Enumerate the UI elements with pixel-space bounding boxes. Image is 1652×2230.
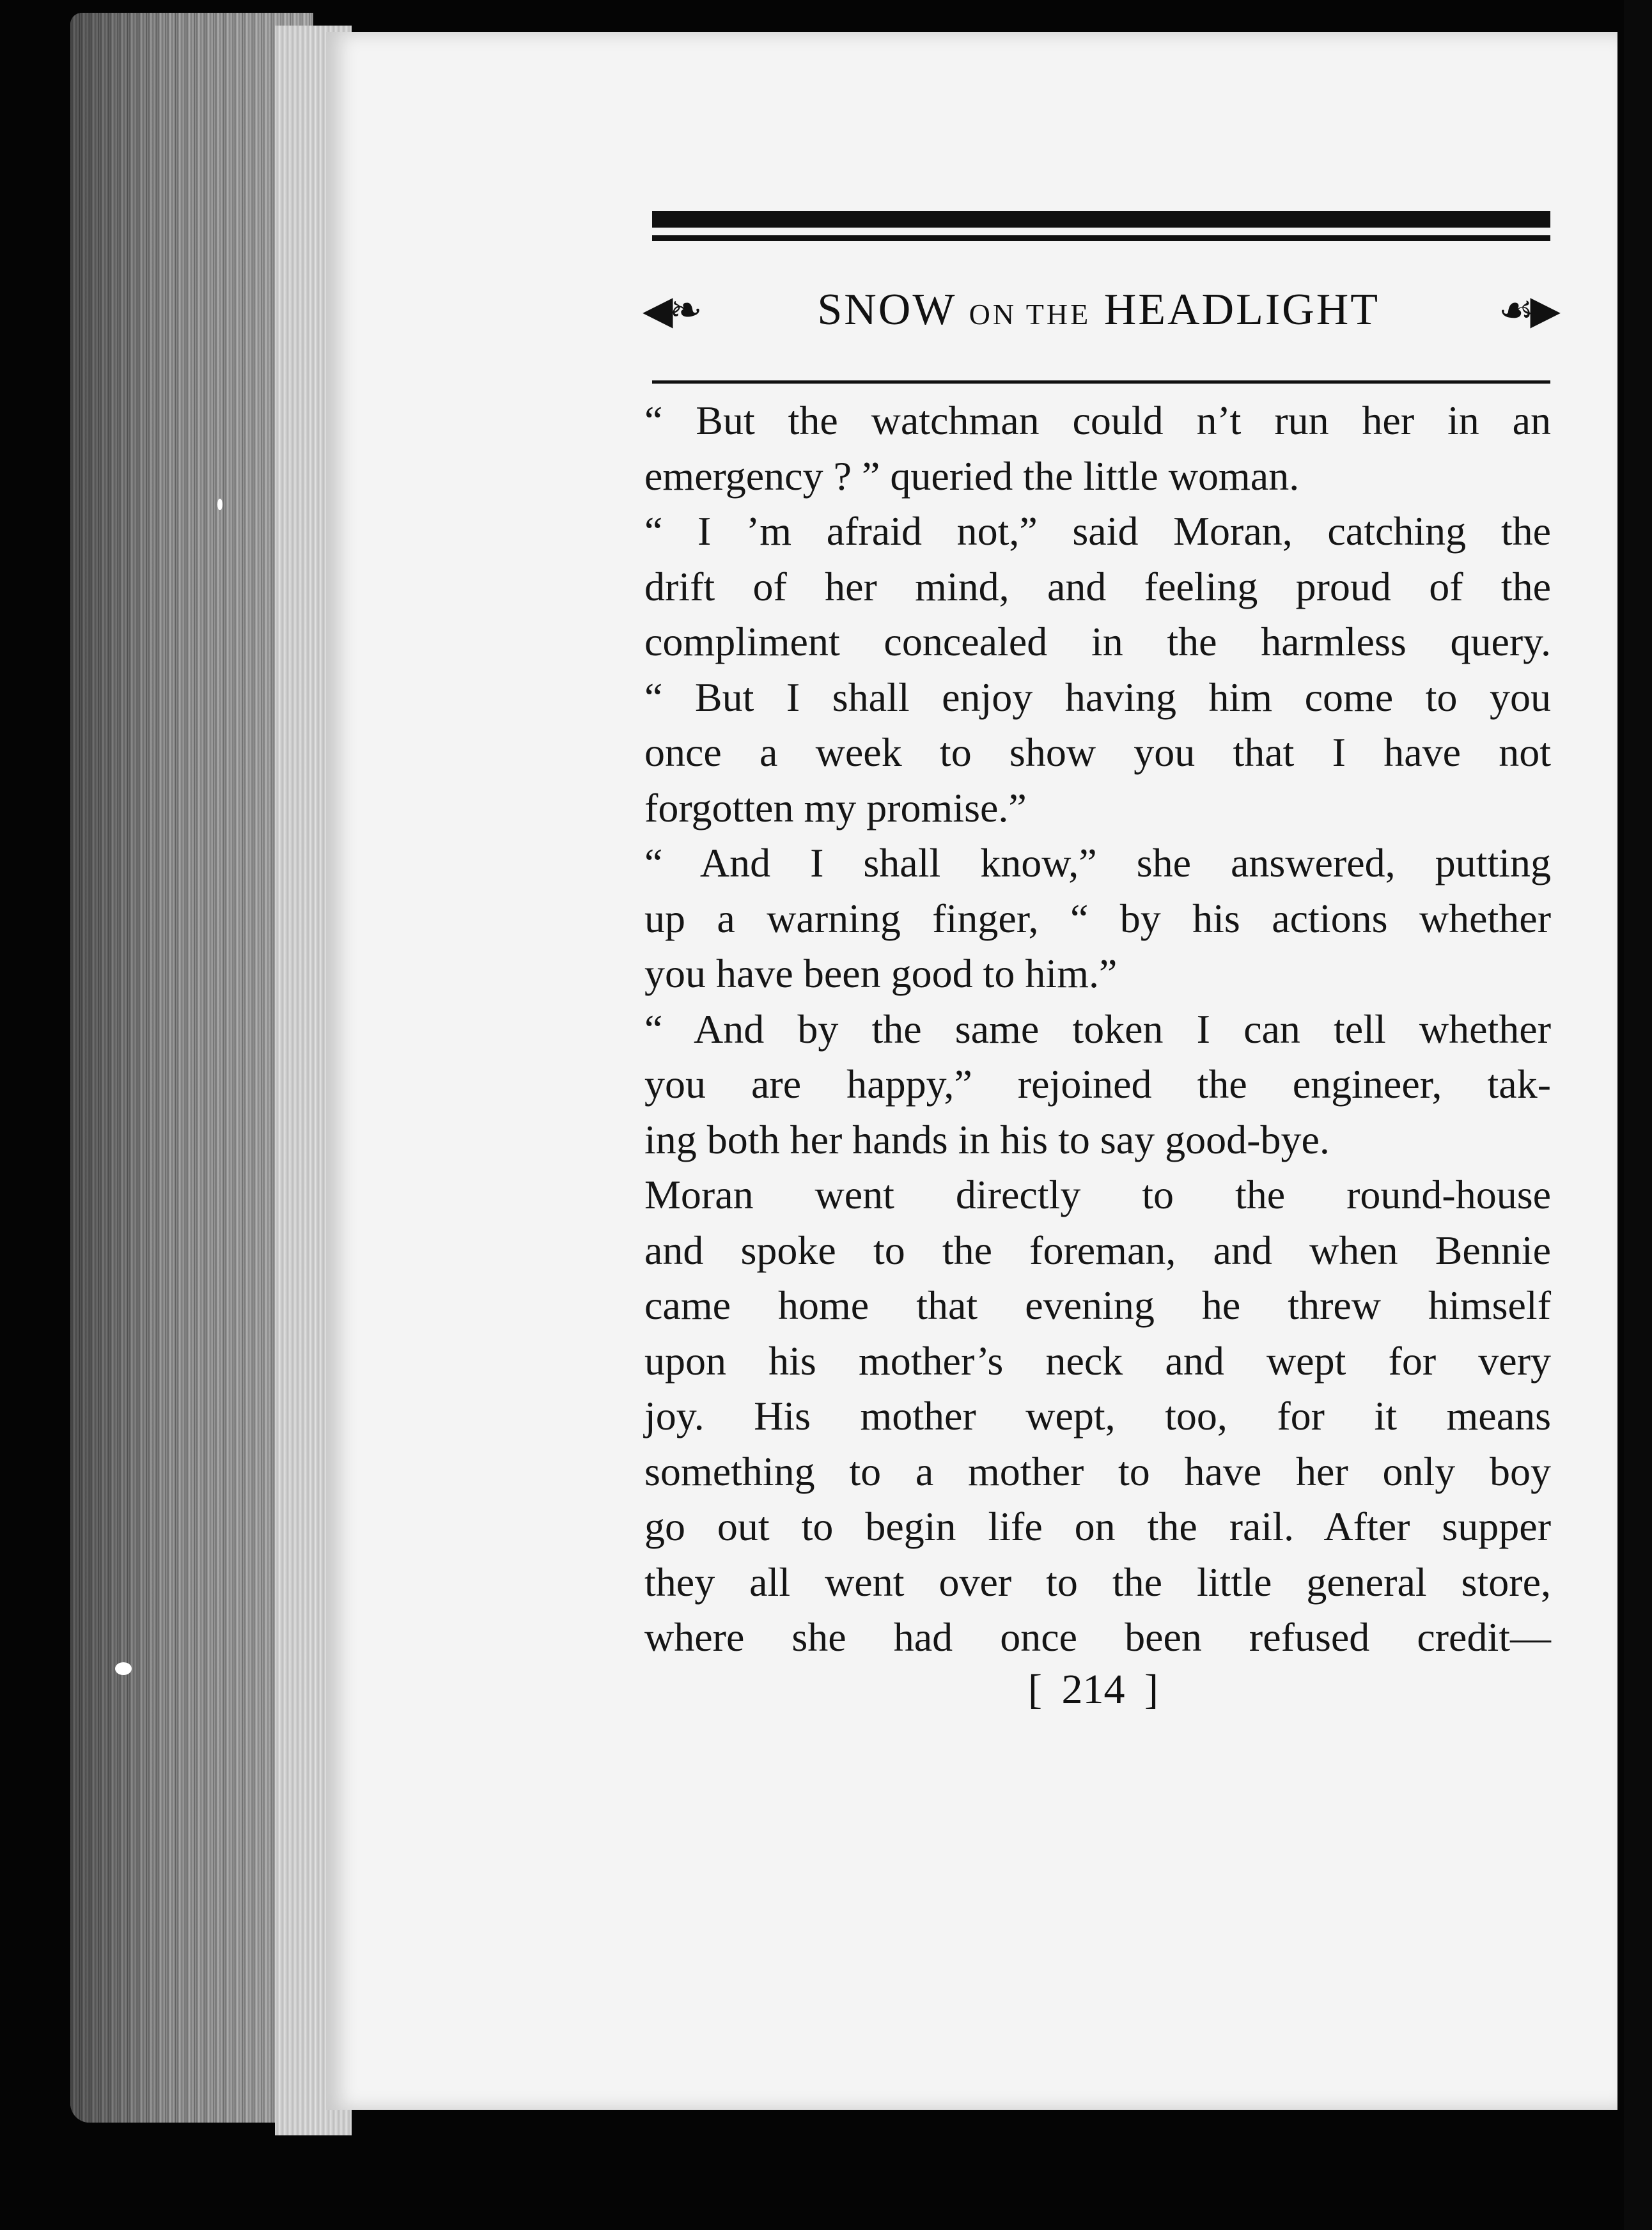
text-line: came home that evening he threw himself [644, 1283, 1551, 1328]
scan-speck [217, 499, 222, 510]
text-line: go out to begin life on the rail. After supper [644, 1504, 1551, 1549]
page-number: [ 214 ] [1028, 1666, 1158, 1713]
text-line: emergency ? ” queried the little woman. [644, 453, 1300, 499]
text-line: they all went over to the little general store, [644, 1559, 1551, 1605]
running-head-title [699, 285, 1499, 336]
text-line: ing both her hands in his to say good-bye. [644, 1116, 1330, 1162]
text-line: up a warning finger, “ by his actions whether [644, 895, 1551, 941]
text-line: forgotten my promise.” [644, 784, 1027, 830]
text-line: “ But the watchman could n’t run her in an [644, 398, 1551, 443]
header-thick-rule [652, 211, 1550, 228]
text-line: “ But I shall enjoy having him come to you [644, 674, 1551, 720]
text-line: where she had once been refused credit— [644, 1614, 1551, 1660]
running-head-word-1: SNOW [817, 285, 956, 334]
text-line: once a week to show you that I have not [644, 729, 1551, 775]
body-text [644, 393, 1551, 1665]
text-line: joy. His mother wept, too, for it means [644, 1393, 1551, 1439]
left-ornament-icon: ◀❧ [643, 286, 699, 333]
text-line: and spoke to the foreman, and when Bennie [644, 1227, 1551, 1273]
text-line: Moran went directly to the round-house [644, 1172, 1551, 1217]
header-thin-rule [652, 235, 1550, 241]
text-line: “ I ’m afraid not,” said Moran, catching the [644, 508, 1551, 554]
scan-speck [115, 1662, 132, 1675]
scan-border-right [1624, 0, 1652, 2230]
text-line: “ And I shall know,” she answered, putting [644, 840, 1551, 885]
text-line: you are happy,” rejoined the engineer, tak- [644, 1061, 1551, 1107]
text-line: compliment concealed in the harmless query. [644, 619, 1551, 664]
text-line: drift of her mind, and feeling proud of the [644, 563, 1551, 609]
running-head-word-2: ON THE [969, 298, 1091, 331]
text-line: upon his mother’s neck and wept for very [644, 1337, 1551, 1384]
running-head-rule [652, 380, 1550, 384]
right-ornament-icon: ☙▶ [1498, 286, 1557, 333]
running-head [643, 281, 1557, 339]
text-line: something to a mother to have her only boy [644, 1448, 1551, 1494]
text-line: “ And by the same token I can tell whether [644, 1006, 1551, 1052]
text-line: you have been good to him.” [644, 951, 1118, 996]
running-head-word-3: HEADLIGHT [1103, 285, 1380, 334]
